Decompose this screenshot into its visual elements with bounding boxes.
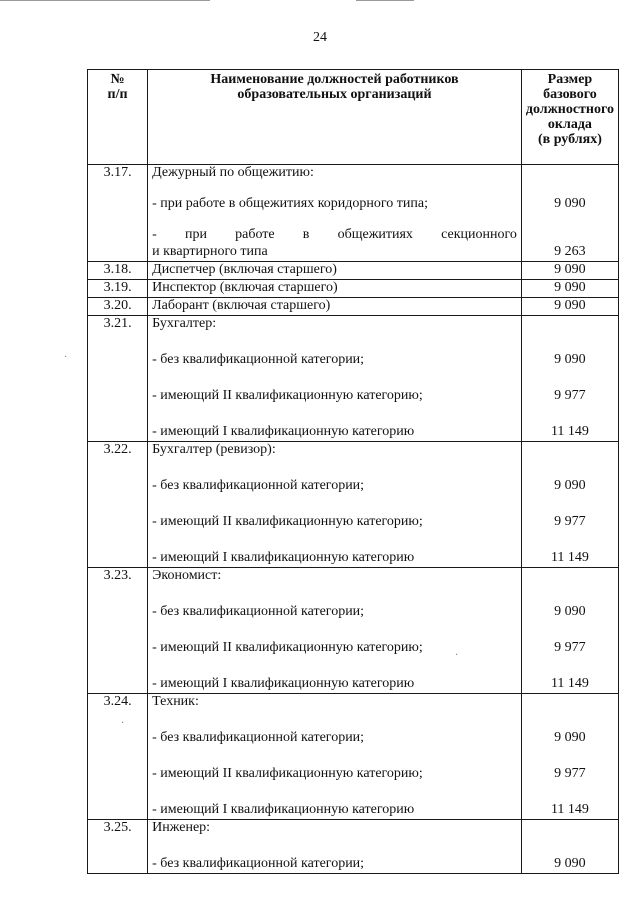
position-subitem: - имеющий I квалификационную категорию: [152, 802, 415, 817]
row-name-cell: [148, 568, 522, 694]
top-rule-left: [0, 0, 210, 1]
position-subitem: - без квалификационной категории;: [152, 604, 365, 619]
position-subitem: - имеющий II квалификационную категорию;: [152, 514, 423, 529]
top-rule-right: [356, 0, 414, 1]
salary-value: 11 149: [550, 550, 589, 565]
row-name-cell: [148, 442, 522, 568]
position-subitem: - имеющий I квалификационную категорию: [152, 424, 415, 439]
position-title: Бухгалтер:: [152, 316, 217, 331]
salary-value: 9 090: [554, 856, 586, 871]
salary-value: 9 977: [554, 388, 586, 403]
table-row: [88, 442, 619, 568]
row-salary-cell: [521, 694, 618, 820]
scan-speck: ·: [64, 352, 68, 363]
position-subitem: - имеющий II квалификационную категорию;: [152, 766, 423, 781]
row-name-cell: [148, 316, 522, 442]
position-title: Техник:: [152, 694, 199, 709]
salary-value: 9 090: [521, 280, 618, 298]
row-name-cell: [148, 165, 522, 262]
salary-value: 11 149: [550, 676, 589, 691]
header-num: [88, 70, 148, 165]
position-title: Дежурный по общежитию:: [152, 165, 314, 180]
table-row: [88, 316, 619, 442]
position-subitem: - при работе в общежитиях секционного: [152, 227, 517, 242]
salary-value: 9 090: [554, 196, 586, 211]
position-subitem: - имеющий II квалификационную категорию;: [152, 640, 423, 655]
header-name-line: Наименование должностей работников: [210, 72, 459, 87]
header-salary-line: базового: [543, 87, 597, 102]
salary-table: [87, 69, 619, 874]
position-title: Лаборант (включая старшего): [148, 298, 522, 316]
position-subitem: - при работе в общежитиях коридорного типа;: [152, 196, 429, 211]
header-name-line: образовательных организаций: [237, 87, 432, 102]
position-subitem: - без квалификационной категории;: [152, 730, 365, 745]
row-number: 3.23.: [88, 568, 148, 694]
position-subitem: - без квалификационной категории;: [152, 478, 365, 493]
page-number: 24: [313, 30, 327, 45]
position-title: Инженер:: [152, 820, 211, 835]
header-name: [148, 70, 522, 165]
row-number: 3.17.: [88, 165, 148, 262]
scan-speck: ·: [121, 718, 125, 729]
row-number: 3.22.: [88, 442, 148, 568]
salary-value: 9 090: [521, 298, 618, 316]
row-salary-cell: [521, 568, 618, 694]
scan-speck: ·: [455, 650, 459, 661]
header-num-line: п/п: [107, 87, 128, 102]
row-number: 3.19.: [88, 280, 148, 298]
row-salary-cell: [521, 442, 618, 568]
header-num-line: №: [110, 72, 125, 87]
header-salary: [521, 70, 618, 165]
salary-value: 11 149: [550, 424, 589, 439]
position-subitem: - без квалификационной категории;: [152, 352, 365, 367]
position-subitem: - имеющий I квалификационную категорию: [152, 550, 415, 565]
header-salary-line: должностного: [525, 102, 614, 117]
table-row: [88, 298, 619, 316]
salary-value: 9 263: [554, 244, 586, 259]
row-number: 3.18.: [88, 262, 148, 280]
salary-value: 9 977: [554, 766, 586, 781]
salary-value: 9 977: [554, 640, 586, 655]
position-subitem: - без квалификационной категории;: [152, 856, 365, 871]
table-row: [88, 165, 619, 262]
position-subitem: - имеющий II квалификационную категорию;: [152, 388, 423, 403]
header-salary-line: оклада: [547, 117, 592, 132]
row-number: 3.20.: [88, 298, 148, 316]
row-number: 3.24.: [88, 694, 148, 820]
salary-value: 9 090: [554, 604, 586, 619]
row-salary-cell: [521, 820, 618, 874]
position-title: Инспектор (включая старшего): [148, 280, 522, 298]
salary-value: 9 090: [554, 478, 586, 493]
table-row: [88, 280, 619, 298]
row-name-cell: [148, 694, 522, 820]
position-title: Бухгалтер (ревизор):: [152, 442, 276, 457]
table-header-row: [88, 70, 619, 165]
row-number: 3.21.: [88, 316, 148, 442]
row-name-cell: [148, 820, 522, 874]
position-subitem-continued: и квартирного типа: [152, 244, 268, 259]
row-salary-cell: [521, 316, 618, 442]
table-row: [88, 820, 619, 874]
header-salary-line: Размер: [547, 72, 593, 87]
header-salary-line: (в рублях): [537, 132, 602, 147]
position-title: Диспетчер (включая старшего): [148, 262, 522, 280]
table-row: [88, 694, 619, 820]
row-salary-cell: [521, 165, 618, 262]
table-row: [88, 568, 619, 694]
position-title: Экономист:: [152, 568, 222, 583]
salary-value: 11 149: [550, 802, 589, 817]
table-row: [88, 262, 619, 280]
salary-value: 9 977: [554, 514, 586, 529]
salary-value: 9 090: [554, 352, 586, 367]
position-subitem: - имеющий I квалификационную категорию: [152, 676, 415, 691]
salary-value: 9 090: [521, 262, 618, 280]
salary-value: 9 090: [554, 730, 586, 745]
row-number: 3.25.: [88, 820, 148, 874]
